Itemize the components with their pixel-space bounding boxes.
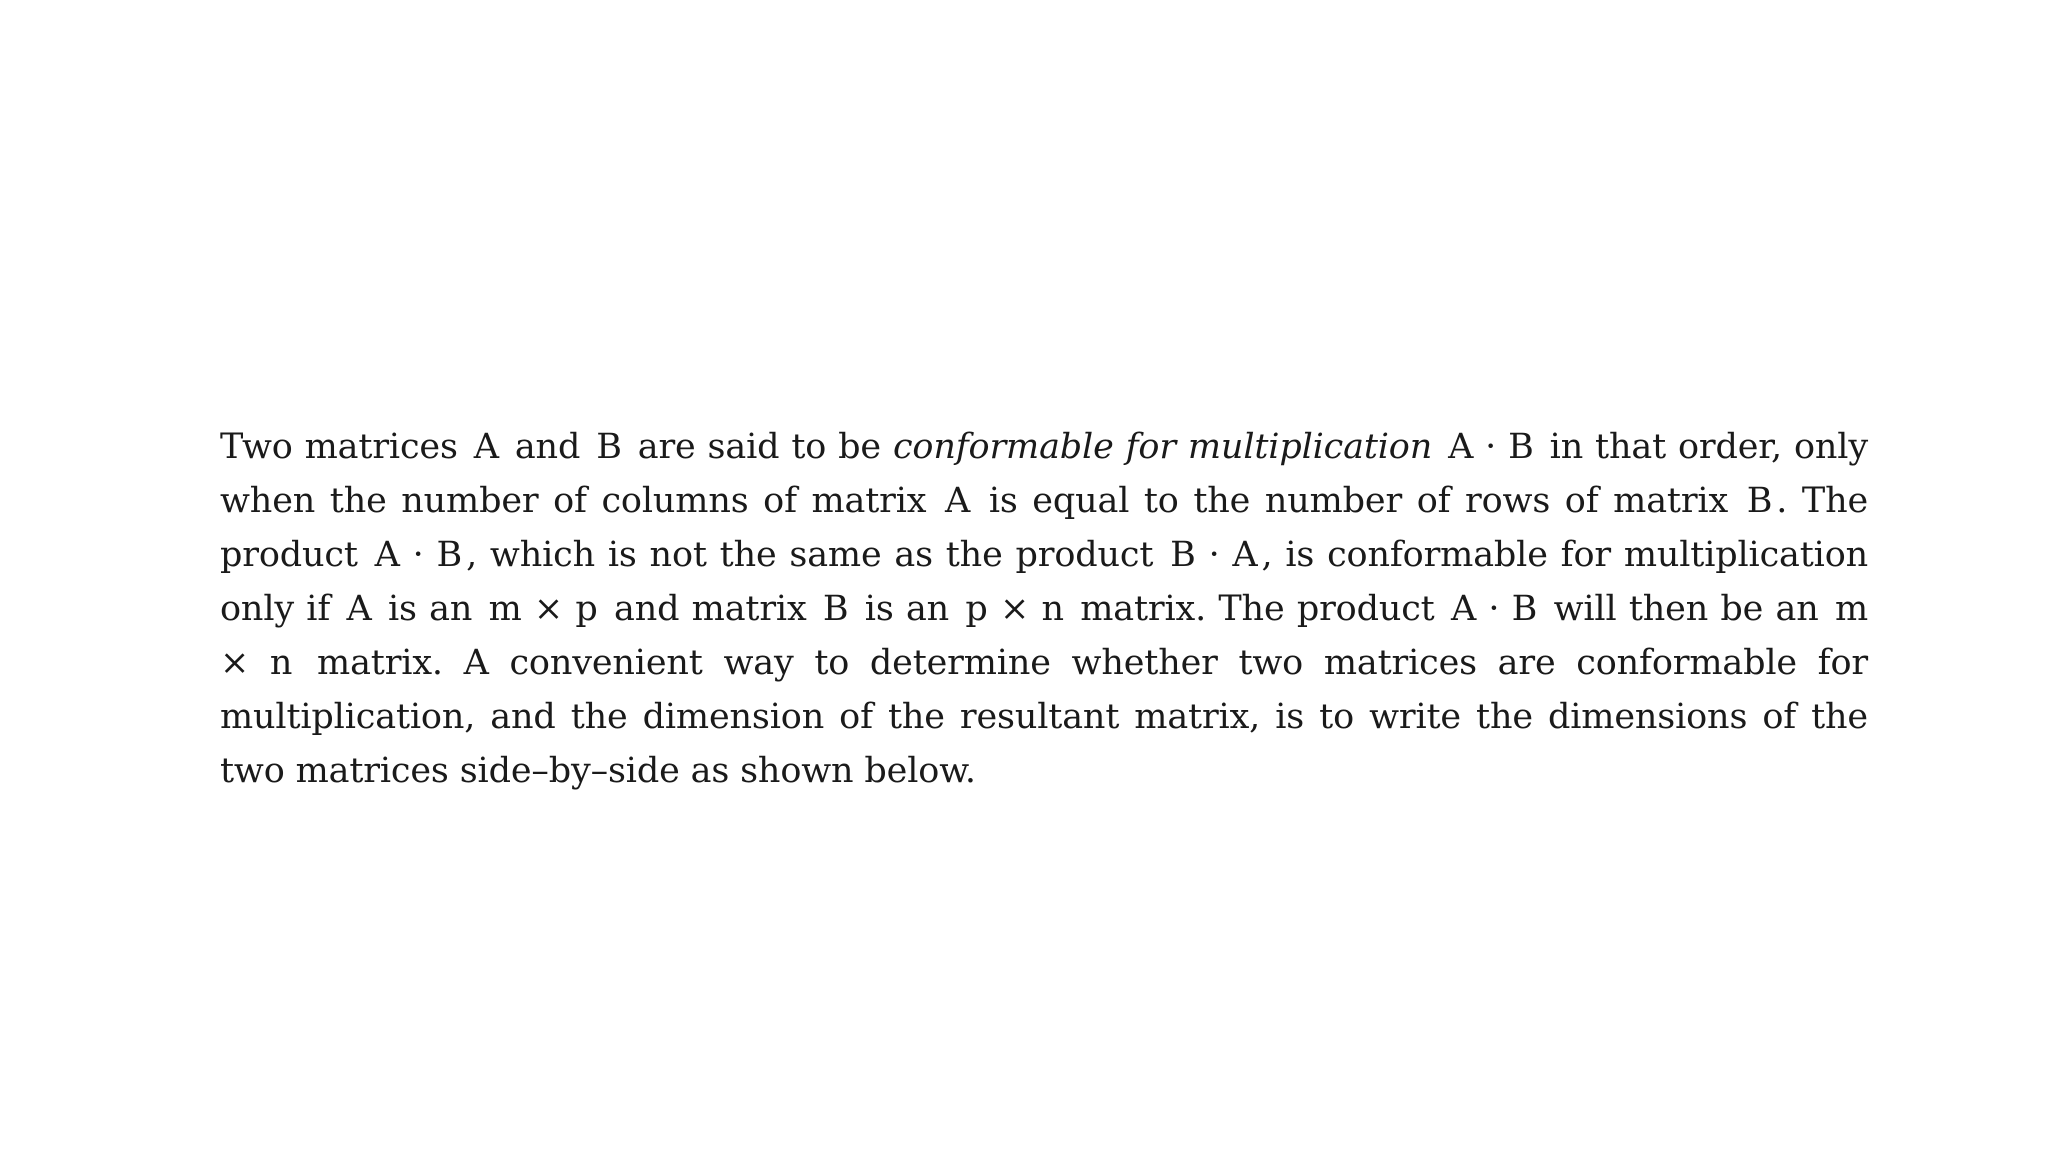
text-run: and matrix xyxy=(614,589,807,629)
text-run: matrix. A convenient way to determine whether two matrices are conformable for multiplication, and the dimension of the resultant matrix, is to write the dimensions of the two matrices side–by–side as shown below. xyxy=(220,643,1868,791)
body-paragraph xyxy=(220,420,1868,798)
math-expression: m × p xyxy=(488,589,598,629)
math-expression: p × n xyxy=(965,589,1064,629)
math-symbol: B xyxy=(1746,481,1773,521)
math-symbol: B xyxy=(596,427,622,467)
text-run: is an xyxy=(864,589,950,629)
math-symbol: B xyxy=(822,589,849,629)
math-expression: B · A xyxy=(1170,535,1258,575)
text-run: are said to be xyxy=(637,427,881,467)
math-expression: A · B xyxy=(1448,427,1534,467)
math-symbol: A xyxy=(346,589,372,629)
text-run: matrix. The product xyxy=(1080,589,1435,629)
math-expression: A · B xyxy=(1450,589,1538,629)
math-expression: m × n xyxy=(220,589,1869,683)
text-run: is equal to the number of rows of matrix xyxy=(988,481,1729,521)
text-run: , is conformable for multiplication only if xyxy=(220,535,1869,629)
math-expression: A · B xyxy=(374,535,463,575)
math-symbol: A xyxy=(945,481,971,521)
math-symbol: A xyxy=(473,427,499,467)
text-run: , which is not the same as the product xyxy=(466,535,1154,575)
text-run: Two matrices xyxy=(220,427,458,467)
text-run: in that order, only when the number of columns of matrix xyxy=(220,427,1868,521)
text-run: . The product xyxy=(220,481,1869,575)
emphasized-term: conformable for multiplication xyxy=(892,427,1433,467)
text-run: and xyxy=(514,427,581,467)
text-run: will then be an xyxy=(1553,589,1819,629)
text-run: is an xyxy=(387,589,473,629)
